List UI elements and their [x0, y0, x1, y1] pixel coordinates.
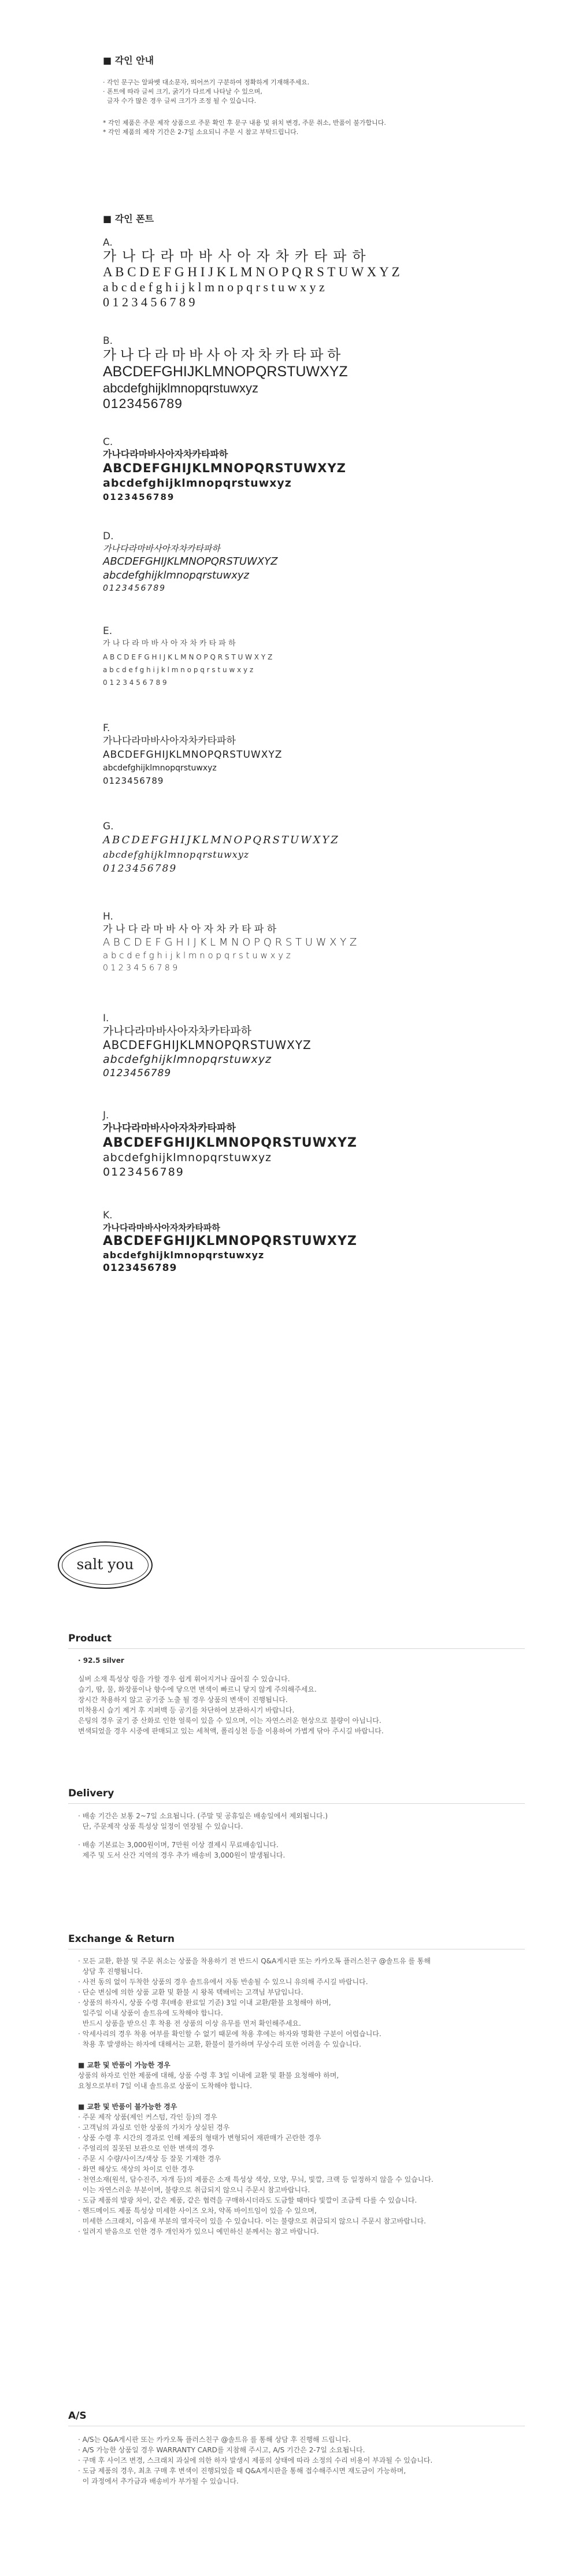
font-lower: abcdefghijklmnopqrstuwxyz	[103, 763, 217, 773]
product-line: 미착용시 습기 제거 후 지퍼백 등 공기를 차단하여 보관하시기 바랍니다.	[78, 1706, 295, 1714]
exchange-impossible-line: · 고객님의 과실로 인한 상품의 가치가 상실된 경우	[78, 2123, 230, 2132]
as-line: · A/S 가능한 상품일 경우 WARRANTY CARD를 지참해 주시고, A/S 기간은 2-7일 소요됩니다.	[78, 2446, 365, 2454]
font-upper: ABCDEFGHIJKLMNOPQRSTUWXYZ	[103, 1038, 312, 1052]
font-letter: F.	[103, 722, 110, 734]
product-material: · 92.5 silver	[78, 1656, 124, 1665]
delivery-details	[78, 1811, 328, 1860]
delivery-line: · 배송 기간은 보통 2~7일 소요됩니다. (주말 및 공휴일은 배송일에서 제외됩니다.)	[78, 1812, 328, 1820]
exchange-line: 착용 후 발생하는 하자에 대해서는 교환, 환불이 불가하며 무상수리 또한 어려울 수 있습니다.	[78, 2040, 361, 2048]
font-hangul: 가 나 다 라 마 바 사 아 자 차 카 타 파 하	[103, 249, 367, 264]
font-letter: E.	[103, 625, 113, 637]
font-upper: ABCDEFGHIJKLMNOPQRSTUWXYZ	[103, 555, 278, 568]
font-lower: abcdefghijklmnopqrstuwxyz	[103, 1250, 265, 1261]
font-sample-i	[103, 1013, 312, 1080]
delivery-title: Delivery	[68, 1788, 114, 1799]
as-line: · A/S는 Q&A게시판 또는 카카오톡 플러스친구 @솔트유 를 통해 상담 후 진행해 드립니다.	[78, 2436, 351, 2444]
font-upper: A B C D E F G H I J K L M N O P Q R S T U W X Y Z	[103, 265, 400, 279]
font-hangul: 가 나 다 라 마 바 사 아 자 차 카 타 파 하	[103, 924, 277, 935]
font-upper: ABCDEFGHIJKLMNOPQRSTUWXYZ	[103, 834, 340, 846]
font-sample-d	[103, 531, 278, 594]
font-lower: a b c d e f g h i j k l m n o p q r s t u w x y z	[103, 950, 291, 961]
font-letter: A.	[103, 237, 113, 249]
font-digits: 0 1 2 3 4 5 6 7 8 9	[103, 295, 195, 309]
exchange-impossible-title: ■ 교환 및 반품이 불가능한 경우	[78, 2103, 177, 2111]
font-hangul: 가 나 다 라 마 바 사 아 자 차 카 타 파 하	[103, 347, 341, 363]
guide-note: * 각인 제품은 주문 제작 상품으로 주문 확인 후 문구 내용 및 위치 변경, 주문 취소, 반품이 불가합니다.	[103, 119, 386, 127]
font-digits: 0123456789	[103, 584, 166, 593]
font-lower: abcdefghijklmnopqrstuwxyz	[103, 569, 249, 581]
product-divider	[68, 1648, 525, 1649]
product-details	[78, 1655, 384, 1736]
font-hangul: 가나다라마바사아자차카타파하	[103, 1025, 251, 1037]
font-digits: 0 1 2 3 4 5 6 7 8 9	[103, 963, 178, 973]
exchange-line: · 악세사리의 경우 착용 여부를 확인할 수 없기 때문에 착용 후에는 하자와 명확한 구분이 어렵습니다.	[78, 2030, 381, 2038]
font-letter: C.	[103, 436, 113, 448]
font-digits: 0123456789	[103, 1262, 177, 1274]
font-lower: a b c d e f g h i j k l m n o p q r s t u w x y z	[103, 280, 325, 294]
exchange-possible-line: 요청으로부터 7일 이내 솔트유로 상품이 도착해야 합니다.	[78, 2082, 252, 2090]
exchange-impossible-line: · 주문 제작 상품(제인 커스텀, 각인 등)의 경우	[78, 2113, 217, 2121]
font-sample-b	[103, 335, 348, 412]
exchange-line: · 사전 동의 없이 두착한 상품의 경우 솔트유에서 자동 반송될 수 있으니 유의해 주시길 바랍니다.	[78, 1978, 368, 1986]
font-digits: 0 1 2 3 4 5 6 7 8 9	[103, 679, 167, 687]
product-line: 장시간 착용하지 않고 공기중 노출 될 경우 상품의 변색이 진행됩니다.	[78, 1696, 288, 1704]
exchange-line: · 상품의 하자시, 상품 수령 후(배송 완료일 기준) 3일 이내 교환/환불 요청해야 하며,	[78, 1999, 331, 2007]
exchange-impossible-line: · 주문 시 수량/사이즈/색상 등 잘못 기재한 경우	[78, 2155, 221, 2163]
product-line: 변색되었을 경우 시중에 판매되고 있는 세척액, 폴리싱천 등을 이용하여 가볍게 닦아 주시길 바랍니다.	[78, 1727, 384, 1735]
exchange-impossible-line: · 천연소재(원석, 담수진주, 자개 등)의 제품은 소재 특성상 색상, 모양, 무늬, 빛깔, 크랙 등 일정하지 않을 수 있습니다.	[78, 2175, 433, 2184]
exchange-line: · 모든 교환, 환불 및 주문 취소는 상품을 착용하기 전 반드시 Q&A게시판 또는 카카오톡 플러스친구 @솔트유 를 통해	[78, 1957, 431, 1965]
as-line: 이 과정에서 추가금과 배송비가 부가될 수 있습니다.	[78, 2477, 239, 2485]
exchange-possible-line: 상품의 하자로 인한 제품에 대해, 상품 수령 후 3일 이내에 교환 및 환불 요청해야 하며,	[78, 2071, 339, 2080]
font-sample-c	[103, 436, 346, 503]
exchange-impossible-line: 이는 자연스러운 부분이며, 불량으로 취급되지 않으니 주문시 참고바랍니다.	[78, 2186, 310, 2194]
as-details	[78, 2434, 432, 2486]
font-digits: 0123456789	[103, 1068, 172, 1079]
exchange-impossible-line: 미세한 스크래치, 이음새 부분의 열자국이 있을 수 있습니다. 이는 불량으로 취급되지 않으니 주문시 참고바랍니다.	[78, 2217, 426, 2225]
font-upper: A B C D E F G H I J K L M N O P Q R S T U W X Y Z	[103, 936, 357, 948]
exchange-impossible-line: · 핸드메이드 제품 특성상 미세한 사이즈 오차, 약폭 바이트임이 있을 수 있으며,	[78, 2207, 317, 2215]
exchange-impossible-line: · 도금 제품의 발광 차이, 같은 제품, 같은 협력을 구매하시더라도 도금할 때마다 빛깔이 조금씩 다를 수 있습니다.	[78, 2196, 417, 2204]
exchange-line: 상담 후 진행됩니다.	[78, 1967, 143, 1975]
font-letter: J.	[103, 1110, 109, 1121]
exchange-title: Exchange & Return	[68, 1933, 175, 1945]
font-lower: abcdefghijklmnopqrstuwxyz	[103, 381, 259, 395]
font-upper: ABCDEFGHIJKLMNOPQRSTUWXYZ	[103, 1234, 357, 1248]
engraving-guide-lines	[103, 78, 386, 106]
font-sample-h	[103, 911, 357, 974]
font-sample-f	[103, 722, 282, 787]
brand-logo	[58, 1541, 153, 1589]
exchange-impossible-line: · 화면 해상도 색상의 차이로 인한 경우	[78, 2165, 194, 2173]
font-lower: abcdefghijklmnopqrstuwxyz	[103, 1151, 272, 1164]
product-line: 실버 소재 특성상 링을 가할 경우 쉽게 휘어지거나 끊어질 수 있습니다.	[78, 1675, 290, 1683]
font-letter: D.	[103, 531, 114, 542]
font-hangul: 가나다라마바사아자차카타파하	[103, 1222, 220, 1233]
product-title: Product	[68, 1633, 112, 1644]
font-lower: a b c d e f g h i j k l m n o p q r s t u w x y z	[103, 666, 254, 674]
font-digits: 0123456789	[103, 396, 183, 411]
engraving-guide-notes	[103, 118, 386, 137]
font-sample-j	[103, 1110, 357, 1179]
font-sample-k	[103, 1210, 357, 1274]
as-title: A/S	[68, 2410, 87, 2422]
as-line: · 도금 제품의 경우, 최초 구매 후 변색이 진행되었을 때 Q&A게시판을 통해 접수해주시면 재도금이 가능하며,	[78, 2467, 406, 2475]
font-digits: 0123456789	[103, 863, 177, 874]
guide-line: · 각인 문구는 알파벳 대소문자, 띄어쓰기 구분하여 정확하게 기재해주세요.	[103, 79, 310, 86]
font-sample-g	[103, 821, 340, 876]
engraving-guide-title: ■ 각인 안내	[103, 55, 154, 66]
exchange-impossible-line: · 주얼리의 질못된 보관으로 인한 변색의 경우	[78, 2144, 214, 2152]
exchange-impossible-line: · 상품 수령 후 시간의 경과로 인해 제품의 형태가 변형되어 재판매가 곤란한 경우	[78, 2134, 321, 2142]
brand-logo-text: salt you	[76, 1556, 134, 1573]
font-hangul: 가나다라마바사아자차카타파하	[103, 543, 220, 554]
font-letter: I.	[103, 1013, 109, 1024]
font-hangul: 가 나 다 라 마 바 사 아 자 차 카 타 파 하	[103, 639, 236, 648]
delivery-line: · 배송 기본료는 3,000원이며, 7만원 이상 결제시 무료배송입니다.	[78, 1841, 279, 1849]
delivery-divider	[68, 1803, 525, 1804]
font-digits: 0123456789	[103, 492, 175, 502]
font-letter: B.	[103, 335, 113, 347]
delivery-line: 제주 및 도서 산간 지역의 경우 추가 배송비 3,000원이 발생됩니다.	[78, 1851, 286, 1859]
font-upper: A B C D E F G H I J K L M N O P Q R S T U W X Y Z	[103, 653, 273, 661]
exchange-impossible-line: · 일려지 받음으로 인한 경우 개인차가 있으니 예민하신 분께서는 참고 바랍니다.	[78, 2227, 319, 2236]
guide-line: 글자 수가 많은 경우 글씨 크기가 조정 될 수 있습니다.	[103, 97, 257, 105]
font-hangul: 가나다라마바사아자차카타파하	[103, 449, 228, 459]
font-upper: ABCDEFGHIJKLMNOPQRSTUWXYZ	[103, 749, 283, 761]
exchange-possible-title: ■ 교환 및 반품이 가능한 경우	[78, 2061, 171, 2069]
fonts-title: ■ 각인 폰트	[103, 213, 154, 224]
guide-note: * 각인 제품의 제작 기간은 2-7일 소요되니 주문 시 참고 부탁드립니다.	[103, 128, 299, 136]
font-sample-a	[103, 237, 400, 310]
font-upper: ABCDEFGHIJKLMNOPQRSTUWXYZ	[103, 461, 346, 475]
font-letter: H.	[103, 911, 113, 922]
guide-line: · 폰트에 따라 글씨 크기, 굵기가 다르게 나타날 수 있으며,	[103, 88, 262, 95]
font-lower: abcdefghijklmnopqrstuwxyz	[103, 477, 292, 490]
product-line: 은팅의 경우 굴기 중 산화로 인한 얼룩이 있을 수 있으며, 이는 자연스러운 현상으로 불량이 아닙니다.	[78, 1717, 381, 1725]
font-digits: 0123456789	[103, 1166, 184, 1178]
font-letter: G.	[103, 821, 114, 832]
font-digits: 0123456789	[103, 776, 164, 786]
exchange-details	[78, 1956, 433, 2237]
font-lower: abcdefghijklmnopqrstuwxyz	[103, 1053, 272, 1066]
font-hangul: 가나다라마바사아자차카타파하	[103, 1122, 236, 1134]
font-lower: abcdefghijklmnopqrstuwxyz	[103, 849, 250, 860]
as-line: · 구매 후 사이즈 변경, 스크래치 과실에 의한 하자 발생시 제품의 상태에 따라 소정의 수리 비용이 부과될 수 있습니다.	[78, 2456, 433, 2464]
delivery-line: 단, 주문제작 상품 특성상 일정이 연장될 수 있습니다.	[78, 1822, 243, 1830]
font-sample-e	[103, 625, 272, 689]
delivery-line	[78, 1832, 328, 1840]
font-upper: ABCDEFGHIJKLMNOPQRSTUWXYZ	[103, 1136, 357, 1150]
exchange-line: 반드시 상품을 받으신 후 착용 전 상품의 이상 유무를 먼저 확인해주세요.	[78, 2019, 301, 2028]
exchange-line: · 단순 변심에 의한 상품 교환 및 환불 시 왕복 택배비는 고객님 부담입니다.	[78, 1988, 303, 1996]
engraving-guide-section	[103, 53, 386, 137]
product-line: 습기, 땀, 물, 화장품이나 향수에 닿으면 변색이 빠르니 닿지 않게 주의해주세요.	[78, 1685, 317, 1693]
exchange-line: 일주일 이내 상품이 솔트유에 도착해야 합니다.	[78, 2009, 223, 2017]
font-hangul: 가나다라마바사아자차카타파하	[103, 735, 236, 747]
font-upper: ABCDEFGHIJKLMNOPQRSTUWXYZ	[103, 364, 348, 380]
font-letter: K.	[103, 1210, 113, 1221]
